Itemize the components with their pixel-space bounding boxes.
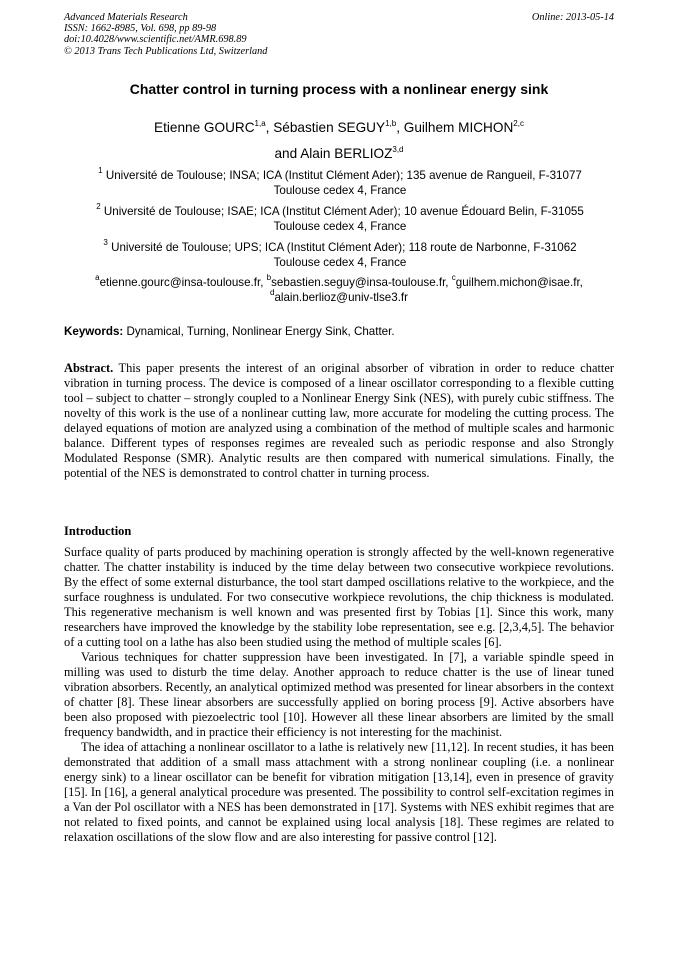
paragraph: Surface quality of parts produced by machining operation is strongly affected by the well-known regenerative chatter. The chatter instability is induced by the time delay between two consecutive workpiece revolutions. By the effect of some external disturbance, the tool start damped oscillations relative to the workpiece, and the surface roughness is undulated. For two consecutive workpiece revolutions, the chip thickness is modulated. This regenerative mechanism is well known and was presented first by Tobias [1]. Since this work, many researchers have improved the knowledge by the stability lobe representation, see e.g. [2,3,4,5]. The behavior of a cutting tool on a lathe has also been studied using the method of multiple scales [6].: [64, 545, 614, 649]
author-name: Sébastien SEGUY: [273, 120, 386, 135]
journal-name: Advanced Materials Research: [64, 12, 188, 23]
copyright-line: © 2013 Trans Tech Publications Ltd, Switzerland: [64, 45, 268, 57]
section-heading-introduction: Introduction: [64, 524, 132, 538]
author-sup: 3,d: [392, 145, 404, 154]
paper-title: Chatter control in turning process with a nonlinear energy sink: [129, 81, 549, 97]
abstract-label: Abstract.: [64, 361, 114, 375]
author-name: Etienne GOURC: [154, 120, 255, 135]
author-line-1: Etienne GOURC$^{1,a}$, Sébastien SEGUY$^{1,b}$, Guilhem MICHON$^{2,c}$: [154, 119, 524, 135]
email-address[interactable]: alain.berlioz@univ-tlse3.fr: [274, 291, 408, 304]
introduction-body: [64, 545, 614, 845]
affiliation-2: $^2$ Université de Toulouse; ISAE; ICA (Institut Clément Ader); 10 avenue Édouard Belin, F-31055 Toulouse cedex 4, France: [96, 202, 584, 233]
issn-line: ISSN: 1662-8985, Vol. 698, pp 89-98: [64, 23, 217, 35]
affiliation-1: $^1$ Université de Toulouse; INSA; ICA (Institut Clément Ader); 135 avenue de Rangueil, F-31077 Toulouse cedex 4, France: [98, 166, 582, 197]
author-emails: $^a$etienne.gourc@insa-toulouse.fr, $^b$sebastien.seguy@insa-toulouse.fr, $^c$guilhem.michon@isae.fr, $^d$alain.berlioz@univ-tlse3.fr: [95, 273, 583, 304]
author-line-2: and Alain BERLIOZ$^{3,d}$: [274, 145, 404, 161]
affiliation-3: $^3$ Université de Toulouse; UPS; ICA (Institut Clément Ader); 118 route de Narbonne, F-31062 Toulouse cedex 4, France: [103, 238, 577, 269]
journal-header: [64, 12, 267, 57]
abstract: [64, 361, 614, 481]
keywords: [64, 325, 395, 338]
paragraph: Various techniques for chatter suppression have been investigated. In [7], a variable spindle speed in milling was used to disturb the time delay. Another approach to reduce chatter is the use of linear tuned vibration absorbers. Recently, an analytical optimized method was presented for linear absorbers in the context of chatter [8]. These linear absorbers are successfully applied on boring process [9]. Active absorbers have been also proposed with piezoelectric tool [10]. However all these linear absorbers are limited by the small frequency bandwidth, and in practice their efficiency is not interesting for the machinist.: [64, 650, 614, 739]
email-address[interactable]: sebastien.seguy@insa-toulouse.fr,: [271, 276, 452, 289]
doi-line: doi:10.4028/www.scientific.net/AMR.698.89: [64, 34, 247, 46]
author-name: Guilhem MICHON: [403, 120, 514, 135]
paragraph: The idea of attaching a nonlinear oscillator to a lathe is relatively new [11,12]. In recent studies, it has been demonstrated that addition of a small mass attachment with a strong nonlinear coupling (i.e. a nonlinear energy sink) to a linear oscillator can be benefit for vibration mitigation [13,14], even in presence of gravity [15]. In [16], a general analytical procedure was presented. The possibility to control self-excitation regimes in a Van der Pol oscillator with a NES has been demonstrated in [17]. Systems with NES exhibit regimes that are not related to fixed points, and cannot be explained using local analysis [18]. These regimes are related to relaxation oscillations of the slow flow and are also interesting for passive control [12].: [64, 740, 614, 844]
author-sup: 1,a: [254, 119, 266, 128]
author-name: Alain BERLIOZ: [300, 146, 393, 161]
email-address[interactable]: guilhem.michon@isae.fr,: [455, 276, 583, 289]
keywords-text: Dynamical, Turning, Nonlinear Energy Sink, Chatter.: [123, 325, 395, 338]
keywords-label: Keywords:: [64, 325, 124, 338]
online-date: Online: 2013-05-14: [531, 12, 614, 23]
abstract-text: This paper presents the interest of an original absorber of vibration in order to reduce chatter vibration in turning process. The device is composed of a linear oscillator corresponding to a flexible cutting tool – subject to chatter – strongly coupled to a Nonlinear Energy Sink (NES), with purely cubic stiffness. The novelty of this work is the use of a nonlinear cutting law, more accurate for modeling the cutting process. The delayed equations of motion are analyzed using a combination of the method of multiple scales and harmonic balance. Different types of responses regimes are revealed such as periodic response and also Strongly Modulated Response (SMR). Analytic results are then compared with numerical simulations. Finally, the potential of the NES is demonstrated to control chatter in turning process.: [64, 361, 614, 480]
author-sup: 1,b: [385, 119, 397, 128]
email-address[interactable]: etienne.gourc@insa-toulouse.fr,: [99, 276, 267, 289]
author-sup: 2,c: [513, 119, 524, 128]
